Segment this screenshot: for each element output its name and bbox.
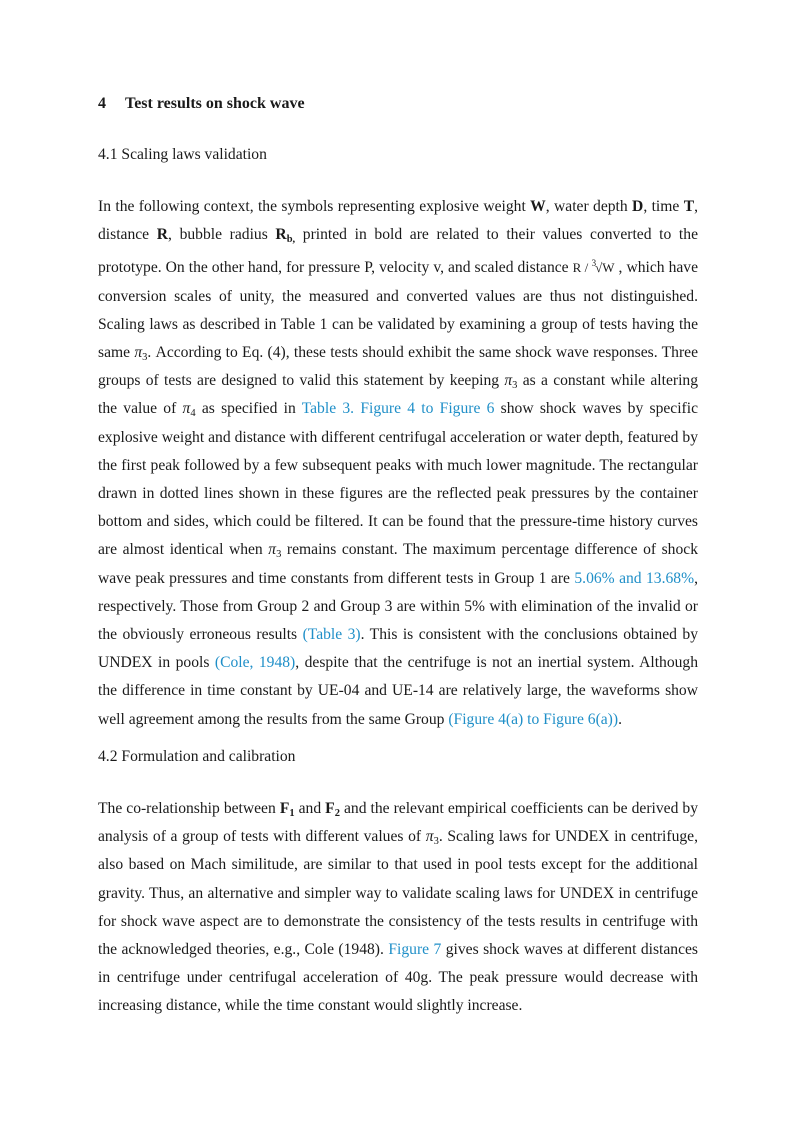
link-table-3[interactable]: Table 3. (301, 400, 355, 418)
paragraph-formulation: The co-relationship between $F_1$ and $F_2$ and the relevant empirical coefficients can be derived by analysis of a group of tests with different values of $\pi_3$. Scaling laws for UNDEX in centrifuge, also based on Mach similitude, are similar to that used in pool tests except for the additional gravity. Thus, an alternative and simpler way to validate scaling laws for UNDEX in centrifuge for shock wave aspect are to demonstrate the consistency of the tests results in centrifuge with the acknowledged theories, e.g., Cole (1948). Figure 7 gives shock waves at different distances in centrifuge under centrifugal acceleration of 40g. The peak pressure would decrease with increasing distance, while the time constant would slightly increase. (98, 800, 699, 1015)
symbol-w: W (530, 198, 546, 215)
subsection-heading-4-1: 4.1 Scaling laws validation (98, 146, 267, 163)
link-cole-1948[interactable]: (Cole, 1948) (214, 654, 296, 672)
symbol-f2: $F_2$ (325, 800, 340, 819)
link-figure-4a-to-6a[interactable]: (Figure 4(a) to Figure 6(a)) (448, 710, 619, 728)
section-title: Test results on shock wave (125, 95, 305, 112)
symbol-pi: π (268, 541, 277, 559)
symbol-t: T (683, 198, 695, 215)
symbol-f1: $F_1$ (279, 800, 295, 819)
symbol-d: D (632, 198, 644, 215)
symbol-pi: π (182, 400, 191, 418)
paragraph-scaling-laws: In the following context, the symbols representing explosive weight W, water depth D, time T, distance R, bubble radius $R_{b,}$ printed in bold are related to their values converted to the prototype. On the other hand, for pressure P, velocity v, and scaled distance R / $^3$√W , which have conversion scales of unity, the measured and converted values are thus not distinguished. Scaling laws as described in Table 1 can be validated by examining a group of tests having the same $\pi_3$. According to Eq. (4), these tests should exhibit the same shock wave responses. Three groups of tests are designed to valid this statement by keeping $\pi_3$ as a constant while altering the value of $\pi_4$ as specified in Table 3. Figure 4 to Figure 6 show shock waves by specific explosive weight and distance with different centrifugal acceleration or water depth, featured by the first peak followed by a few subsequent peaks with much lower magnitude. The rectangular drawn in dotted lines shown in these figures are the reflected peak pressures by the container bottom and sides, which could be filtered. It can be found that the pressure-time history curves are almost identical when $\pi_3$ remains constant. The maximum percentage difference of shock wave peak pressures and time constants from different tests in Group 1 are 5.06% and 13.68%, respectively. Those from Group 2 and Group 3 are within 5% with elimination of the invalid or the obviously erroneous results (Table 3). This is consistent with the conclusions obtained by UNDEX in pools (Cole, 1948), despite that the centrifuge is not an inertial system. Although the difference in time constant by UE-04 and UE-14 are relatively large, the waveforms show well agreement among the results from the same Group (Figure 4(a) to Figure 6(a)). (98, 198, 699, 728)
link-figure-7[interactable]: Figure 7 (388, 941, 442, 959)
symbol-r: R (156, 226, 169, 244)
link-table-3-ref[interactable]: (Table 3) (302, 626, 361, 644)
symbol-pi: π (504, 372, 513, 390)
link-percentages[interactable]: 5.06% and 13.68% (574, 569, 695, 587)
section-heading (98, 95, 305, 113)
link-figure-4-to-6[interactable]: Figure 4 to Figure 6 (360, 400, 495, 418)
symbol-pi: π (134, 344, 143, 362)
subsection-heading-4-2: 4.2 Formulation and calibration (98, 748, 296, 765)
scaled-distance-formula: R / $^3$√W (572, 258, 615, 276)
symbol-rb: $R_{b,}$ (275, 226, 296, 246)
symbol-pi: π (425, 828, 434, 846)
section-number: 4 (98, 95, 106, 112)
